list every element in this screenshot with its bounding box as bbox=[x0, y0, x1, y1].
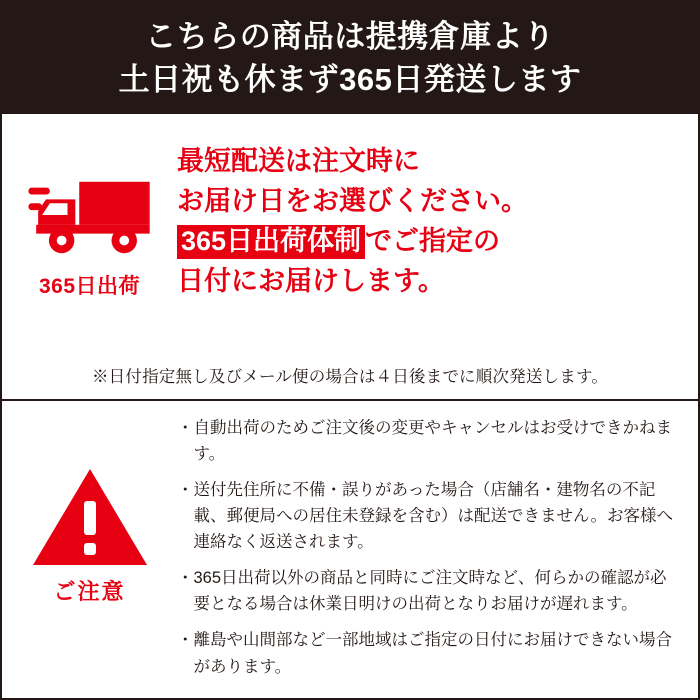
caution-list bbox=[177, 413, 698, 698]
shipping-message-line-1: 最短配送は注文時に bbox=[177, 146, 420, 176]
warning-triangle-icon bbox=[30, 465, 150, 569]
shipping-message-line-3 bbox=[177, 222, 684, 262]
shipping-message-line-4: 日付にお届けします。 bbox=[177, 265, 445, 296]
bullet-icon: ・ bbox=[177, 631, 194, 650]
caution-item-text: 自動出荷のためご注文後の変更やキャンセルはお受けできかねます。 bbox=[193, 419, 672, 464]
header-line-1: こちらの商品は提携倉庫より bbox=[145, 19, 555, 55]
delivery-truck-icon bbox=[25, 172, 155, 262]
truck-column bbox=[2, 124, 177, 357]
list-item bbox=[177, 627, 682, 679]
list-item bbox=[177, 565, 682, 617]
shipping-message-line-3-rest: でご指定の bbox=[365, 225, 501, 256]
shipping-message bbox=[177, 124, 698, 357]
shipping-highlight: 365日出荷体制 bbox=[177, 225, 365, 259]
caution-icon-column bbox=[2, 413, 177, 698]
list-item bbox=[177, 477, 682, 555]
header-line-2: 土日祝も休まず365日発送します bbox=[118, 62, 582, 97]
bullet-icon: ・ bbox=[177, 419, 194, 437]
shipping-note: ※日付指定無し及びメール便の場合は４日後までに順次発送します。 bbox=[91, 368, 609, 386]
caution-item-text: 送付先住所に不備・誤りがあった場合（店舗名・建物名の不記載、郵便局への居住未登録を含む）は配送できません。お客様へ連絡なく返送されます。 bbox=[193, 481, 673, 552]
caution-item-text: 365日出荷以外の商品と同時にご注文時など、何らかの確認が必要となる場合は休業日明けの出荷となりお届けが遅れます。 bbox=[193, 569, 667, 614]
shipping-main-row bbox=[2, 114, 698, 357]
bullet-icon: ・ bbox=[177, 569, 194, 588]
caution-label: ご注意 bbox=[53, 579, 126, 604]
caution-section bbox=[2, 401, 698, 698]
truck-label: 365日出荷 bbox=[38, 275, 141, 298]
caution-item-text: 離島や山間部など一部地域はご指定の日付にお届けできない場合があります。 bbox=[193, 631, 672, 676]
bullet-icon: ・ bbox=[177, 481, 194, 500]
shipping-message-line-2: お届け日をお選びください。 bbox=[177, 185, 528, 216]
shipping-section bbox=[2, 114, 698, 401]
list-item bbox=[177, 415, 682, 467]
banner-header bbox=[2, 2, 698, 114]
